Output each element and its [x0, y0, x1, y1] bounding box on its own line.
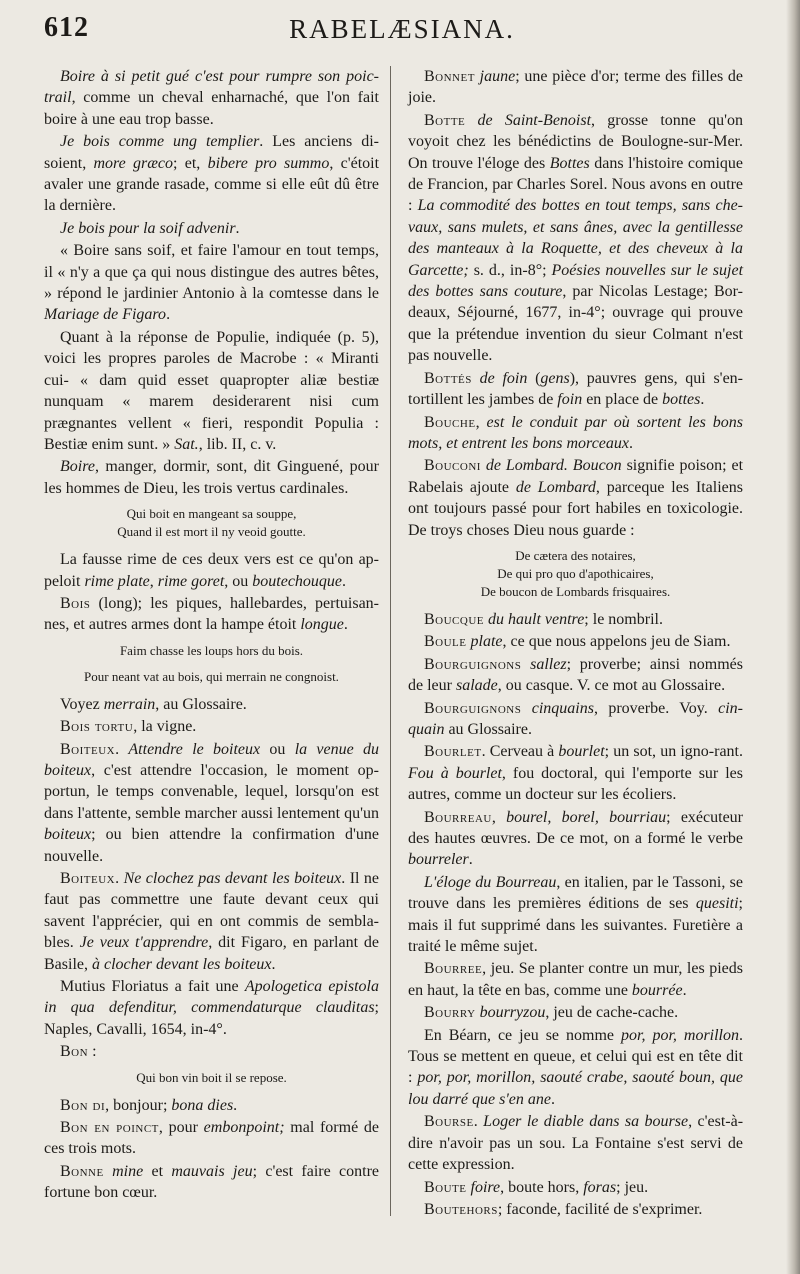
entry-headword: Bois — [60, 594, 91, 612]
entry-paragraph — [408, 1025, 743, 1111]
body-text: s. d., in-8°; — [468, 261, 552, 279]
entry-paragraph — [44, 976, 379, 1040]
italic-text: bourreler — [408, 851, 469, 869]
italic-text: bourlet — [558, 743, 605, 761]
entry-paragraph — [44, 1041, 379, 1062]
italic-text: Loger le diable dans sa bourse — [483, 1113, 689, 1131]
body-text: . Cerveau à — [481, 743, 559, 761]
entry-headword: Bouche — [424, 413, 476, 431]
body-text: ; jeu. — [616, 1178, 649, 1196]
verse-line: Qui bon vin boit il se repose. — [136, 1069, 287, 1085]
body-text: . Il ne faut pas commettre une faute devant ceux qui savent l'apprécier, qui en ont commis de sembla-bles. — [44, 870, 380, 952]
entry-paragraph — [44, 131, 379, 217]
entry-paragraph — [44, 218, 379, 239]
italic-text: Bottes — [549, 154, 590, 172]
body-text: , boute hors, — [500, 1178, 584, 1196]
body-text: ou — [260, 740, 295, 758]
body-text: . — [115, 870, 124, 887]
entry-headword: Bonne — [60, 1162, 104, 1180]
entry-paragraph — [44, 456, 379, 499]
entry-paragraph — [408, 958, 743, 1001]
entry-paragraph — [44, 1161, 379, 1204]
body-text: , par Nicolas Lestage; Bor-deaux, Séjourné, 1677, in-4°; ouvrage qui prouve que la prétendue invention du sieur Colmant n'est pas nouvelle. — [408, 283, 743, 365]
italic-text: Mariage de Figaro — [44, 306, 167, 324]
body-text: . — [473, 1113, 484, 1131]
entry-headword: Bourreau — [424, 808, 492, 826]
body-text: , jeu. Se planter contre un mur, les pieds en haut, la tête en bas, comme une — [408, 960, 743, 999]
italic-text: cinquains — [531, 699, 594, 717]
body-text: , en italien, par le Tassoni, se trouve dans les premières éditions de ses — [408, 873, 743, 913]
body-text: ; le nombril. — [584, 610, 663, 628]
verse-line: De boucon de Lombards frisquaires. — [480, 583, 671, 599]
verse-quote — [44, 642, 379, 660]
body-text — [472, 370, 480, 387]
body-text: ; faconde, facilité de s'exprimer. — [497, 1200, 703, 1218]
verse-quote — [44, 668, 379, 686]
verse-line: De cætera des notaires, — [515, 547, 636, 563]
body-text: , c'est attendre l'occasion, le moment op-portun, le temps convenable, lequel, lorsqu'on est dans l'attente, semble marcher aussi lentement qu'un — [44, 761, 379, 822]
entry-paragraph — [408, 741, 743, 805]
verse-line: De qui pro quo d'apothicaires, — [497, 565, 654, 581]
italic-text: du hault ventre — [488, 610, 585, 628]
body-text: ; exécuteur des hautes œuvres. De ce mot, on a formé le verbe — [408, 808, 744, 847]
entry-paragraph — [408, 66, 743, 109]
entry-paragraph — [408, 698, 743, 741]
body-text: ; et, — [173, 154, 208, 172]
verse-quote — [44, 505, 379, 541]
body-text — [465, 112, 477, 129]
body-text: . — [342, 572, 347, 590]
body-text: , fou doctoral, qui l'emporte sur les autres, comme un docteur sur les écoliers. — [408, 764, 743, 804]
body-text — [104, 1163, 112, 1180]
body-text: La fausse rime de ces deux vers est ce qu'on ap-peloit — [44, 551, 379, 590]
entry-headword: Bourguignons — [424, 699, 522, 717]
entry-paragraph — [44, 327, 379, 455]
entry-headword: Bottés — [424, 369, 472, 387]
body-text: . — [468, 851, 473, 869]
body-text: (long); les piques, hallebardes, pertuisan-nes, et autres armes dont la hampe étoit — [44, 594, 379, 634]
italic-text: Fou à bourlet — [408, 764, 502, 782]
entry-paragraph — [408, 609, 743, 630]
body-text: , — [475, 413, 487, 431]
italic-text: Je veux t'apprendre — [79, 934, 209, 952]
entry-paragraph — [408, 412, 743, 455]
entry-headword: Bourlet — [424, 743, 482, 761]
body-text: , bonjour; — [105, 1096, 172, 1114]
entry-headword: Bonnet — [424, 68, 475, 85]
entry-headword: Boiteux — [60, 870, 116, 887]
verse-line: Quand il est mort il ny veoid goutte. — [117, 524, 306, 540]
body-text: ; mais il fut supprimé dans les suivantes. Furetière a traité le même sujet. — [408, 895, 743, 956]
body-text: . — [550, 1090, 555, 1108]
body-text: . — [235, 219, 240, 237]
italic-text: Ne clochez pas devant les boiteux — [123, 870, 342, 887]
italic-text: Boire — [60, 458, 95, 476]
entry-paragraph — [408, 631, 743, 652]
body-text: , grosse tonne qu'on voyoit chez les bénédictins de Boulogne-sur-Mer. On trouve l'éloge des — [408, 111, 743, 172]
entry-paragraph — [44, 868, 379, 975]
entry-headword: Boiteux — [60, 740, 116, 758]
entry-headword: Bon di — [60, 1096, 106, 1114]
body-text: . — [115, 740, 129, 758]
body-text: En Béarn, ce jeu se nomme — [424, 1026, 621, 1044]
italic-text: merrain — [103, 695, 156, 713]
body-text: , la vigne. — [133, 718, 197, 736]
italic-text: à clocher devant les boiteux — [92, 955, 272, 973]
entry-headword: Botte — [424, 111, 466, 129]
body-text: ; un sot, un igno-rant. — [604, 743, 744, 761]
body-text: ; Naples, Cavalli, 1654, in-4°. — [44, 999, 379, 1038]
body-text: , ce que nous appelons jeu de Siam. — [502, 633, 731, 651]
italic-text: boiteux — [44, 826, 92, 844]
entry-paragraph — [408, 368, 743, 411]
italic-text: cin-quain — [408, 699, 743, 738]
italic-text: Attendre le boiteux — [128, 740, 261, 758]
entry-paragraph — [408, 654, 743, 697]
entry-headword: Boute — [424, 1178, 467, 1196]
italic-text: L'éloge du Bourreau — [424, 873, 557, 891]
right-column — [408, 66, 743, 1221]
body-text: , parceque les Italiens ont toujours passé pour fort habiles en toxicologie. De troys choses Dieu nous guarde : — [408, 478, 743, 539]
entry-paragraph — [44, 240, 379, 326]
italic-text: sallez — [530, 655, 567, 673]
italic-text: de Lombard. Boucon — [485, 457, 622, 475]
page-edge-shadow — [786, 0, 800, 1274]
body-text: , ou casque. V. ce mot au Glossaire. — [497, 677, 726, 695]
body-text: Mutius Floriatus a fait une — [60, 978, 245, 996]
entry-paragraph — [44, 739, 379, 867]
entry-paragraph — [408, 807, 743, 871]
entry-headword: Bon — [60, 1043, 89, 1061]
body-text: . — [166, 306, 171, 324]
left-column — [44, 66, 379, 1205]
body-text: , c'étoit avaler une grande rasade, comme si elle eût dû être la dernière. — [44, 154, 380, 215]
entry-headword: Bouconi — [424, 457, 481, 475]
body-text: , pour — [158, 1119, 204, 1137]
italic-text: foras — [583, 1178, 617, 1196]
body-text: . — [700, 391, 705, 409]
entry-paragraph — [44, 694, 379, 715]
entry-paragraph — [44, 549, 379, 592]
body-text: signifie poison; et Rabelais ajoute — [408, 457, 744, 496]
entry-headword: Bourree — [424, 960, 483, 978]
body-text: « Boire sans soif, et faire l'amour en tout temps, il « n'y a que ça qui nous distingue des autres bêtes, » répond le jardinier Antonio à la comtesse dans le — [44, 242, 379, 303]
body-text: , proverbe. Voy. — [593, 699, 719, 717]
italic-text: boutechouque — [252, 572, 343, 590]
body-text: Quant à la réponse de Populie, indiquée (p. 5), voici les propres paroles de Macrobe : « Miranti cui- « dam quid esset quapropter aliæ bestiæ nunquam « marem desiderarent nisi cum prægnantes vellent « fieri, respondit Populia : Bestiæ enim sunt. » — [44, 328, 379, 453]
italic-text: gens — [540, 369, 570, 387]
italic-text: de Saint-Benoist — [477, 111, 592, 129]
italic-text: mauvais jeu — [171, 1162, 253, 1180]
verse-line: Qui boit en mangeant sa souppe, — [126, 506, 297, 522]
column-divider — [390, 66, 391, 1216]
verse-quote — [408, 547, 743, 601]
italic-text: Boire à si petit gué c'est pour rumpre son poic-trail — [44, 68, 379, 107]
body-text: . — [271, 955, 276, 973]
body-text: Voyez — [60, 695, 104, 713]
italic-text: bona dies — [171, 1096, 234, 1114]
entry-headword: Boule — [424, 633, 467, 651]
verse-line: Pour neant vat au bois, qui merrain ne congnoist. — [84, 668, 339, 684]
running-title: RABELÆSIANA. — [289, 14, 515, 44]
entry-headword: Bois tortu — [60, 718, 134, 736]
italic-text: longue — [300, 616, 344, 634]
italic-text: est le conduit par où sortent les bons mots, et entrent les bons morceaux — [408, 413, 744, 452]
body-text: . — [343, 616, 348, 634]
entry-paragraph — [44, 1117, 379, 1160]
italic-text: Poésies nouvelles sur le sujet des bottes sans couture — [408, 261, 744, 301]
entry-paragraph — [408, 455, 743, 541]
body-text: . — [682, 981, 687, 999]
body-text: ; c'est faire contre fortune bon cœur. — [44, 1162, 380, 1202]
body-text: en place de — [582, 391, 663, 409]
body-text: ; une pièce d'or; terme des filles de joie. — [408, 68, 744, 107]
italic-text: de foin — [479, 369, 528, 387]
italic-text: por, por, morillon, saouté crabe, saouté boun, que lou darré que s'en ane — [408, 1069, 743, 1108]
italic-text: bourel, borel, bourriau — [506, 808, 667, 826]
italic-text: salade — [455, 677, 498, 695]
entry-paragraph — [408, 872, 743, 958]
body-text: , c'est-à-dire n'avoir pas un sou. La Fontaine s'est servi de cette expression. — [408, 1113, 744, 1174]
italic-text: Sat. — [174, 435, 199, 453]
italic-text: Je bois comme ung templier — [60, 133, 260, 151]
body-text: . Les anciens di-soient, — [44, 133, 379, 172]
entry-headword: Bourguignons — [424, 655, 522, 673]
entry-headword: Bourse — [424, 1113, 474, 1131]
body-text: ; proverbe; ainsi nommés de leur — [408, 655, 744, 695]
entry-headword: Bourry — [424, 1004, 476, 1022]
entry-paragraph — [44, 716, 379, 737]
entry-headword: Boucque — [424, 610, 485, 628]
entry-headword: Boutehors — [424, 1200, 498, 1218]
entry-headword: Bon en poinct — [60, 1119, 159, 1137]
body-text: , manger, dormir, sont, dit Ginguené, pour les hommes de Dieu, les trois vertus cardinales. — [44, 458, 379, 497]
body-text: , ou — [224, 572, 253, 590]
italic-text: bourryzou — [479, 1004, 546, 1022]
body-text: , — [149, 572, 158, 590]
italic-text: mine — [112, 1162, 144, 1180]
body-text: , lib. II, c. v. — [198, 435, 277, 453]
entry-paragraph — [408, 1199, 743, 1220]
body-text: ; ou bien attendre la confirmation d'une nouvelle. — [44, 826, 379, 865]
body-text — [521, 656, 530, 673]
italic-text: more græco — [93, 154, 174, 172]
italic-text: La commodité des bottes en tout temps, sans che-vaux, sans mulets, et sans ânes, avec la gentillesse des manteaux à la Roquette, et des cheveux à la Garcette; — [408, 197, 743, 279]
body-text: . Tous se mettent en queue, et celui qui est en tête dit : — [408, 1026, 744, 1087]
entry-paragraph — [408, 110, 743, 367]
body-text: . — [233, 1096, 238, 1114]
italic-text: jaune — [479, 68, 516, 85]
body-text: au Glossaire. — [444, 720, 532, 738]
entry-paragraph — [408, 1111, 743, 1175]
body-text: , jeu de cache-cache. — [545, 1004, 679, 1022]
body-text: : — [88, 1043, 97, 1061]
italic-text: la venue du boiteux — [44, 740, 380, 779]
body-text: , — [491, 808, 507, 826]
body-text: ( — [527, 369, 541, 387]
body-text: dans l'histoire comique de Francion, par Charles Sorel. Nous avons en outre : — [408, 154, 743, 215]
body-text: , au Glossaire. — [155, 695, 247, 713]
italic-text: foire — [470, 1178, 501, 1196]
italic-text: Je bois pour la soif advenir — [60, 219, 236, 237]
italic-text: bourrée — [631, 981, 683, 999]
body-text — [521, 700, 531, 717]
italic-text: quesiti — [695, 895, 739, 913]
entry-paragraph — [44, 66, 379, 130]
italic-text: Apologetica epistola in qua defenditur, commendaturque clauditas — [44, 978, 379, 1017]
italic-text: plate — [470, 633, 503, 651]
italic-text: rime plate — [84, 572, 150, 590]
italic-text: bottes — [662, 391, 701, 409]
entry-paragraph — [44, 1095, 379, 1116]
italic-text: de Lombard — [515, 478, 596, 496]
italic-text: foin — [557, 391, 583, 409]
body-text: et — [143, 1162, 172, 1180]
verse-quote — [44, 1069, 379, 1087]
body-text: , dit Figaro, en parlant de Basile, — [44, 934, 380, 973]
body-text: mal formé de ces trois mots. — [44, 1119, 380, 1158]
italic-text: embonpoint; — [203, 1119, 285, 1137]
page-header — [44, 12, 760, 52]
italic-text: rime goret — [157, 572, 225, 590]
italic-text: por, por, morillon — [621, 1026, 740, 1044]
body-text: . — [629, 434, 633, 452]
body-text: ), pauvres gens, qui s'en-tortillent les jambes de — [408, 369, 743, 409]
italic-text: bibere pro summo — [207, 154, 330, 172]
verse-line: Faim chasse les loups hors du bois. — [119, 642, 304, 658]
body-text: , comme un cheval enharnaché, que l'on fait boire à une eau trop basse. — [44, 89, 379, 128]
entry-paragraph — [44, 593, 379, 636]
page-number: 612 — [44, 12, 89, 43]
entry-paragraph — [408, 1177, 743, 1198]
entry-paragraph — [408, 1002, 743, 1023]
